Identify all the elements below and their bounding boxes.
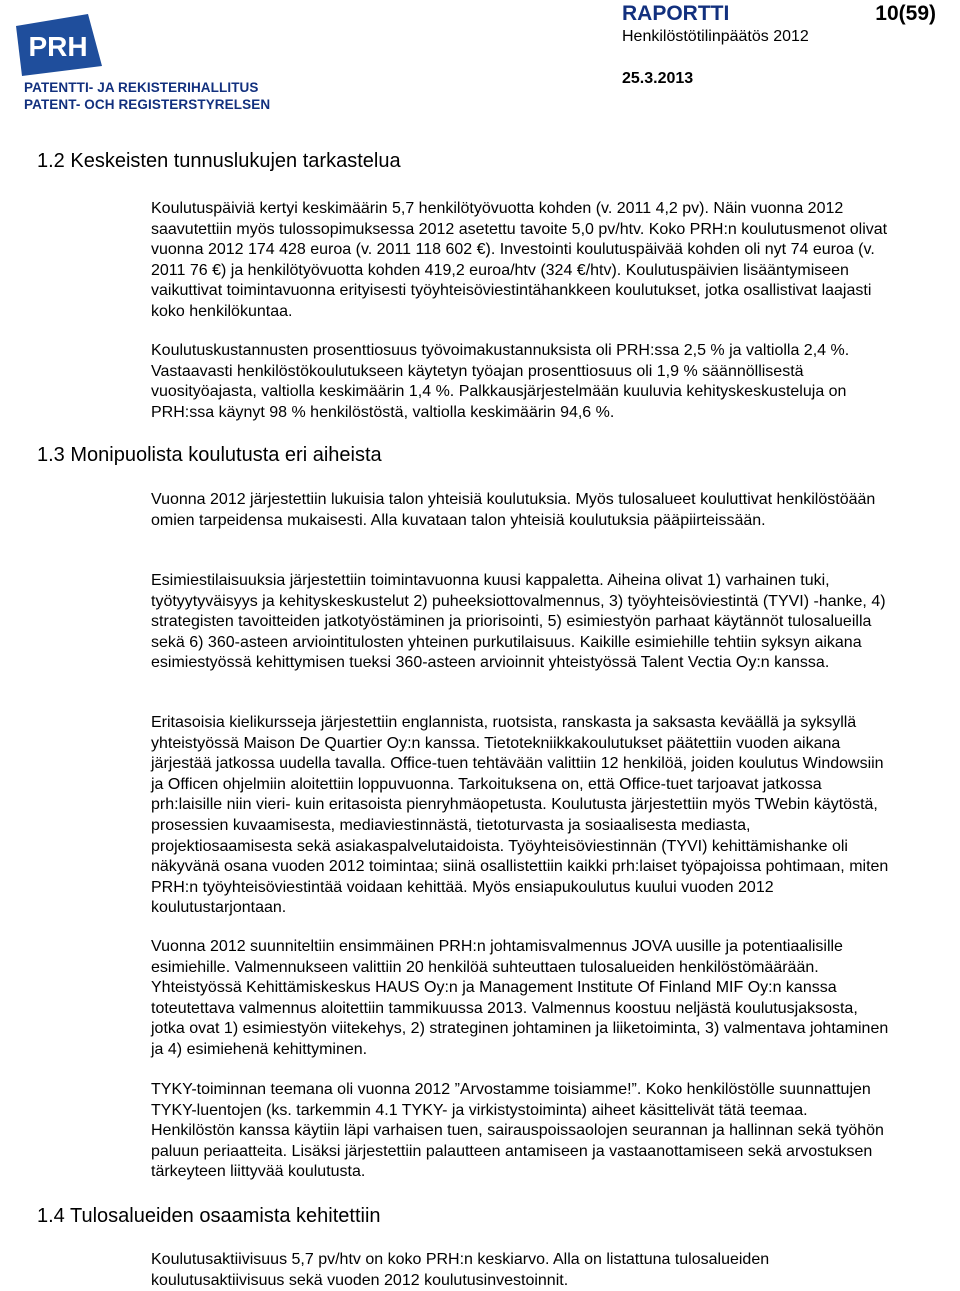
logo-abbr: PRH: [28, 31, 88, 62]
report-date: 25.3.2013: [622, 70, 694, 87]
logo-text-finnish: PATENTTI- JA REKISTERIHALLITUS: [24, 80, 259, 95]
paragraph: TYKY-toiminnan teemana oli vuonna 2012 ”Arvostamme toisiamme!”. Koko henkilöstölle suunnattujen TYKY-luentojen (ks. tarkemmin 4.1 TYKY- ja virkistystoiminta) aiheet käsittelivät tätä teemaa. Henkilöstön kanssa käytiin läpi varhaisen tuen, sairauspoissaolojen seurannan ja hallinnan sekä työhön paluun periaatteita. Lisäksi järjestettiin palautteen antamiseen ja vastaanottamiseen sekä arvostuksen tärkeyteen liittyvää koulutusta.: [151, 1081, 884, 1181]
paragraph: Koulutuspäiviä kertyi keskimäärin 5,7 henkilötyövuotta kohden (v. 2011 4,2 pv). Näin vuonna 2012 saavutettiin myös tulossopimuksessa 2012 asetettu tavoite 5,0 pv/htv. Koko PRH:n koulutusmenot olivat vuonna 2012 174 428 euroa (v. 2011 118 602 €). Investointi koulutuspäivää kohden oli nyt 74 euroa (v. 2011 76 €) ja henkilötyövuotta kohden 419,2 euroa/htv (324 €/htv). Koulutuspäivien lisääntymiseen vaikuttivat toimintavuonna erityisesti työyhteisöviestintähankkeen koulutukset, jotka osallistivat laajasti koko henkilökuntaa.: [151, 200, 888, 320]
paragraph: Vuonna 2012 järjestettiin lukuisia talon yhteisiä koulutuksia. Myös tulosalueet kouluttivat henkilöstöään omien tarpeidensa mukaisesti. Alla kuvataan talon yhteisiä koulutuksia pääpiirteissään.: [151, 491, 876, 529]
paragraph: Koulutusaktiivisuus 5,7 pv/htv on koko PRH:n keskiarvo. Alla on listattuna tulosalueiden koulutusaktiivisuus sekä vuoden 2012 koulutusinvestoinnit.: [151, 1251, 770, 1289]
prh-logo-mark: [14, 12, 106, 78]
section-heading: 1.2 Keskeisten tunnuslukujen tarkastelua: [37, 150, 401, 172]
paragraph: Eritasoisia kielikursseja järjestettiin englannista, ruotsista, ranskasta ja saksasta keväällä ja syksyllä yhteistyössä Maison De Quartier Oy:n kanssa. Tietotekniikkakoulutukset päätettiin vuoden aikana järjestää jatkossa uudella tavalla. Office-tuen tehtävään valittiin 12 henkilöä, joiden koulutus Windowsiin ja Officen ohjelmiin aloitettiin loppuvuonna. Tarkoituksena on, että Office-tuet tarjoavat jatkossa prh:laisille niin vieri- kuin eritasoista pienryhmäopetusta. Koulutusta järjestettiin myös TWebin käytöstä, prosessien kuvaamisesta, mediaviestinnästä, tietoturvasta ja sosiaalisesta mediasta, projektiosaamisesta sekä asiakaspalvelutaidoista. Työyhteisöviestinnän (TYVI) kehittämishanke oli näkyvänä osana vuoden 2012 toimintaa; siinä osallistettiin kaikki prh:laiset työpajoissa pohtimaan, miten PRH:n työyhteisöviestintää voidaan kehittää. Myös ensiapukoulutus kuului vuoden 2012 koulutustarjontaan.: [151, 714, 889, 917]
paragraph: Koulutuskustannusten prosenttiosuus työvoimakustannuksista oli PRH:ssa 2,5 % ja valtiolla 2,4 %. Vastaavasti henkilöstökoulutukseen käytetyn työajan prosenttiosuus oli 1,9 % säännöllisestä vuosityöajasta, valtiolla keskimäärin 1,4 %. Palkkausjärjestelmään kuuluvia kehityskeskusteluja on PRH:ssa käynyt 98 % henkilöstöstä, valtiolla keskimäärin 94,6 %.: [151, 342, 850, 421]
paragraph: Vuonna 2012 suunniteltiin ensimmäinen PRH:n johtamisvalmennus JOVA uusille ja potentiaalisille esimiehille. Valmennukseen valittiin 20 henkilöä suhteuttaen tulosalueiden henkilöstömäärään. Yhteistyössä Kehittämiskeskus HAUS Oy:n ja Management Institute Of Finland MIF Oy:n kanssa toteutettava valmennus aloitettiin tammikuussa 2013. Valmennus koostuu neljästä koulutusjaksosta, jotka ovat 1) esimiestyön viitekehys, 2) strateginen johtaminen ja liiketoiminta, 3) valmentava johtaminen ja 4) esimiehenä kehittyminen.: [151, 938, 889, 1058]
paragraph: Esimiestilaisuuksia järjestettiin toimintavuonna kuusi kappaletta. Aiheina olivat 1) varhainen tuki, työtyytyväisyys ja kehityskeskustelut 2) puheeksiottovalmennus, 3) työyhteisöviestintä (TYVI) -hanke, 4) strategisten tavoitteiden jatkotyöstäminen ja priorisointi, 5) esimiestyön parhaat käytännöt tulosalueilla sekä 6) 360-asteen arviointitulosten yhteinen purkutilaisuus. Kaikille esimiehille tehtiin syksyn aikana esimiestyössä kehittymisen tueksi 360-asteen arvioinnit yhteistyössä Talent Vectia Oy:n kanssa.: [151, 572, 886, 672]
section-heading: 1.3 Monipuolista koulutusta eri aiheista: [37, 444, 382, 466]
prh-logo: [14, 12, 271, 112]
report-type: RAPORTTI: [622, 2, 730, 25]
page-number: 10(59): [875, 2, 936, 25]
report-subtitle: Henkilöstötilinpäätös 2012: [622, 28, 809, 45]
section-heading: 1.4 Tulosalueiden osaamista kehitettiin: [37, 1205, 381, 1227]
logo-text-swedish: PATENT- OCH REGISTERSTYRELSEN: [24, 97, 271, 112]
